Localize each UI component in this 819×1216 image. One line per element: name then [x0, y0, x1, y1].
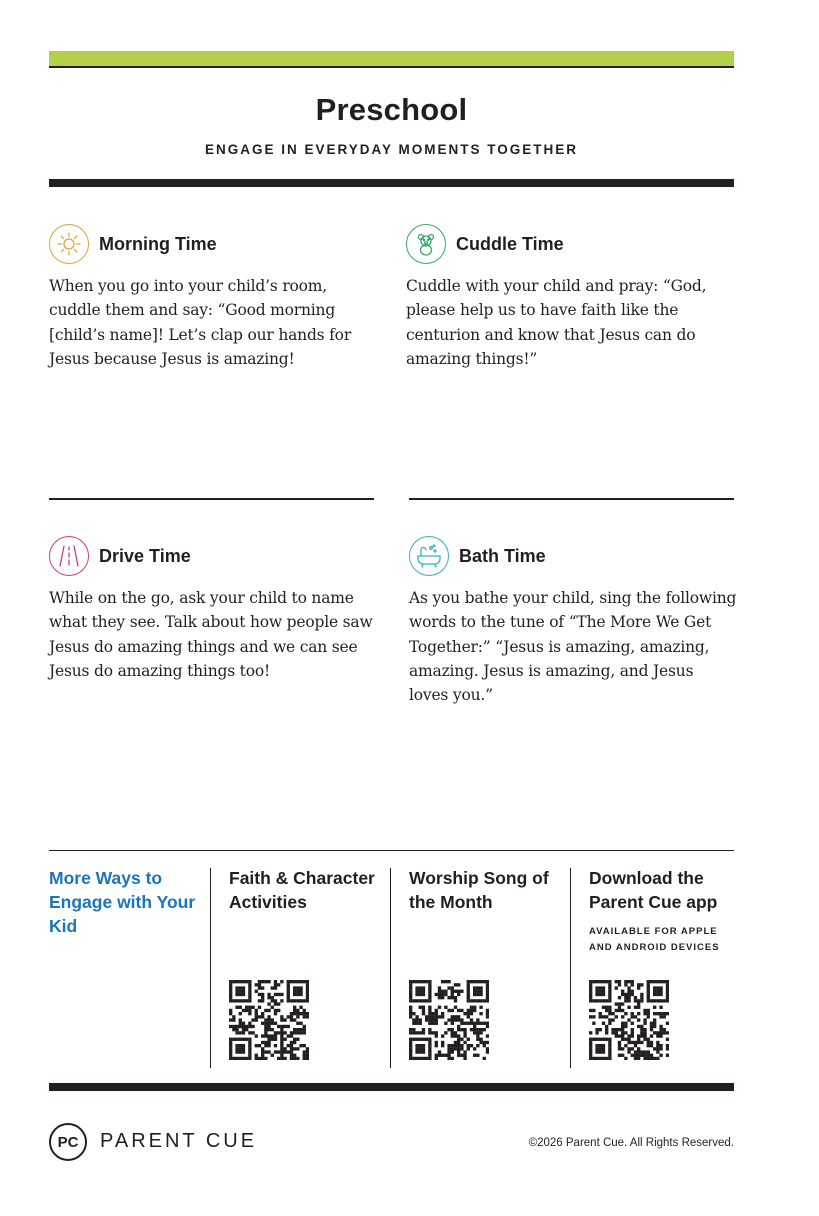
section-title: Bath Time [459, 545, 546, 566]
section-body: When you go into your child’s room, cuddle them and say: “Good morning [child’s name]! Let’s clap our hands for Jesus because Jesus is amazing! [49, 277, 352, 368]
teddy-bear-icon [406, 224, 446, 264]
faith-activities-title: Faith & Character Activities [229, 868, 375, 912]
parent-cue-logo-icon: PC [49, 1123, 87, 1161]
app-download-title: Download the Parent Cue app [589, 868, 718, 912]
bathtub-icon [409, 536, 449, 576]
section-title: Cuddle Time [456, 233, 564, 254]
column-divider [210, 868, 211, 1068]
section-divider [49, 498, 374, 500]
worship-song-block [409, 866, 559, 914]
qr-code-parent-cue-app[interactable] [589, 980, 669, 1060]
copyright-notice: ©2026 Parent Cue. All Rights Reserved. [528, 1137, 734, 1149]
app-availability-note: AVAILABLE FOR APPLE AND ANDROID DEVICES [589, 926, 720, 953]
qr-code-faith-activities[interactable] [229, 980, 309, 1060]
section-body: As you bathe your child, sing the following words to the tune of “The More We Get Together:” “Jesus is amazing, amazing, amazing. Jesus is amazing, and Jesus loves you.” [409, 589, 737, 705]
section-bath-time [409, 534, 737, 707]
section-title: Morning Time [99, 233, 217, 254]
column-divider [570, 868, 571, 1068]
section-morning-time [49, 222, 377, 371]
section-title: Drive Time [99, 545, 191, 566]
footer-divider [49, 850, 734, 851]
section-body: While on the go, ask your child to name what they see. Talk about how people saw Jesus do amazing things and we can see Jesus do amazing things too! [49, 589, 373, 680]
section-cuddle-time [406, 222, 734, 371]
section-body: Cuddle with your child and pray: “God, please help us to have faith like the centurion and know that Jesus can do amazing things!” [406, 277, 707, 368]
more-ways-heading: More Ways to Engage with Your Kid [49, 868, 196, 936]
road-icon [49, 536, 89, 576]
header-divider [49, 179, 734, 187]
qr-code-worship-song[interactable] [409, 980, 489, 1060]
parent-cue-wordmark: PARENT CUE [100, 1130, 258, 1152]
section-divider [409, 498, 734, 500]
worship-song-title: Worship Song of the Month [409, 868, 549, 912]
app-download-block [589, 866, 739, 956]
faith-activities-block [229, 866, 379, 914]
page-subtitle: ENGAGE IN EVERYDAY MOMENTS TOGETHER [204, 142, 579, 157]
top-accent-bar [49, 51, 734, 68]
column-divider [390, 868, 391, 1068]
sun-icon [49, 224, 89, 264]
section-drive-time [49, 534, 377, 683]
more-ways-heading-block [49, 866, 199, 938]
page-title: Preschool [315, 92, 468, 127]
footer-bar [49, 1083, 734, 1091]
